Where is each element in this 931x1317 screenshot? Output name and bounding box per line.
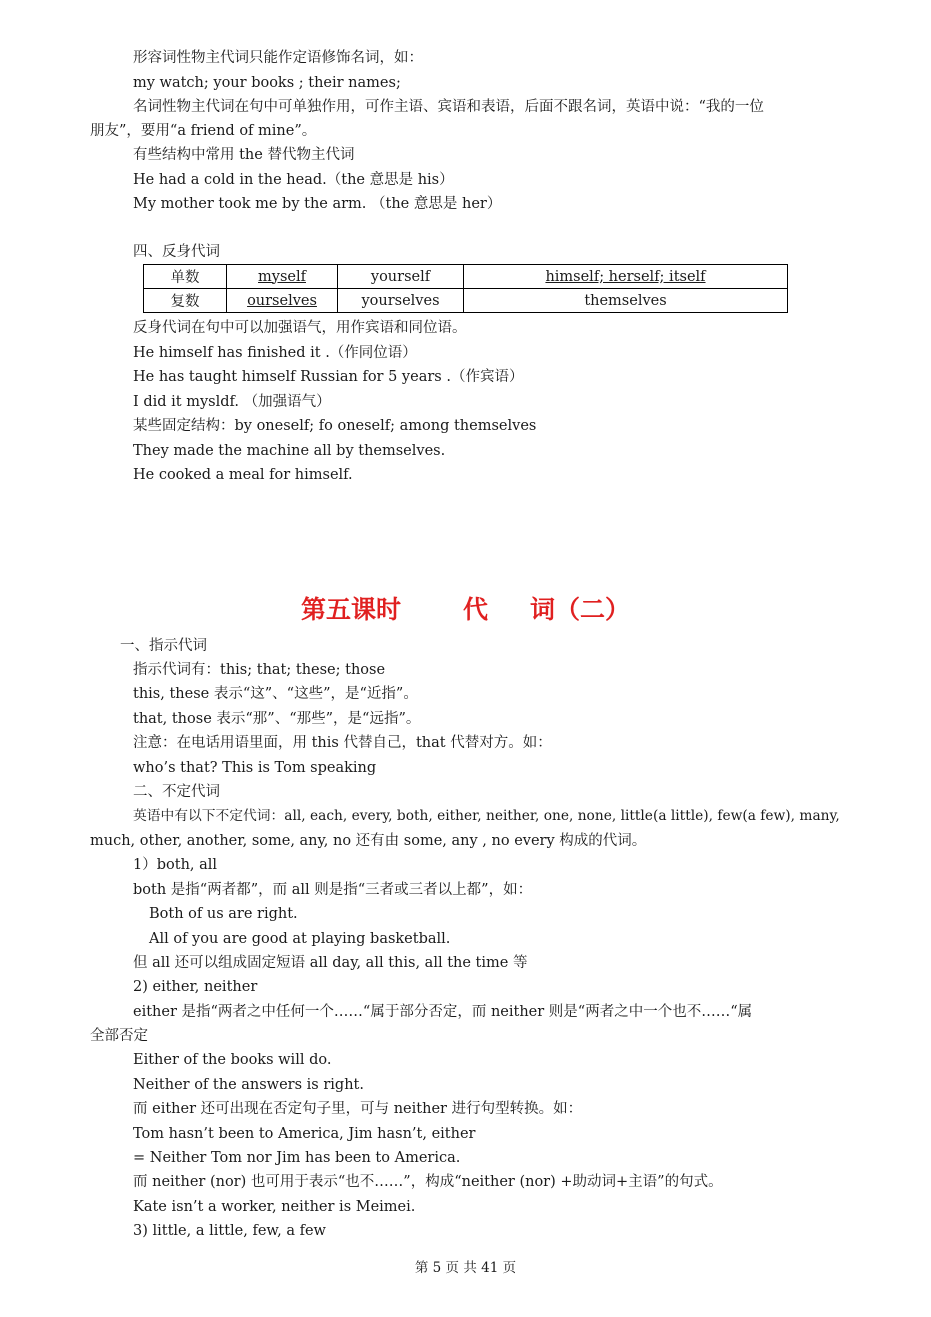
text-line: that, those 表示“那”、“那些”，是“远指”。 (133, 711, 421, 727)
text-line: 有些结构中常用 the 替代物主代词 (133, 147, 355, 163)
text-line: 指示代词有：this; that; these; those (133, 662, 386, 678)
text-line: He cooked a meal for himself. (133, 467, 353, 483)
table-cell-text: himself; herself; itself (545, 268, 706, 285)
table-row (144, 289, 788, 313)
lesson-title-part: 代 (462, 595, 488, 624)
reflexive-pronoun-table (143, 264, 788, 313)
lesson-title (0, 590, 931, 626)
text-line: 全部否定 (90, 1028, 148, 1044)
table-cell: yourself (338, 265, 464, 289)
text-line: My mother took me by the arm. （the 意思是 her） (133, 196, 502, 212)
text-line: Both of us are right. (149, 906, 298, 922)
text-line: = Neither Tom nor Jim has been to America. (133, 1150, 461, 1166)
text-line: 但 all 还可以组成固定短语 all day, all this, all the time 等 (133, 955, 528, 971)
table-cell: themselves (464, 289, 788, 313)
text-line: both 是指“两者都”，而 all 则是指“三者或三者以上都”，如： (133, 882, 533, 898)
text-line: 3) little, a little, few, a few (133, 1223, 326, 1239)
table-cell: 单数 (144, 265, 227, 289)
text-line: Kate isn’t a worker, neither is Meimei. (133, 1199, 416, 1215)
text-line: 而 neither (nor) 也可用于表示“也不……”，构成“neither (nor) +助动词+主语”的句式。 (133, 1174, 723, 1190)
text-line: who’s that? This is Tom speaking (133, 760, 377, 776)
section-heading: 四、反身代词 (133, 244, 220, 260)
text-line: 某些固定结构：by oneself; fo oneself; among themselves (133, 418, 537, 434)
table-cell (464, 265, 788, 289)
text-line: They made the machine all by themselves. (133, 443, 446, 459)
text-line: He has taught himself Russian for 5 years .（作宾语） (133, 369, 524, 385)
text-line: Tom hasn’t been to America, Jim hasn’t, either (133, 1126, 476, 1142)
text-line: All of you are good at playing basketball. (149, 931, 451, 947)
table-row (144, 265, 788, 289)
text-line: 朋友”，要用“a friend of mine”。 (90, 123, 317, 139)
text-line: 注意：在电话用语里面，用 this 代替自己，that 代替对方。如： (133, 735, 552, 751)
text-line: 形容词性物主代词只能作定语修饰名词，如： (133, 50, 423, 66)
text-line: my watch; your books ; their names; (133, 75, 401, 91)
text-line: 英语中有以下不定代词：all, each, every, both, either, neither, one, none, little(a little), few(a few), many, (133, 808, 840, 824)
text-line: 而 either 还可出现在否定句子里，可与 neither 进行句型转换。如： (133, 1101, 583, 1117)
text-line: He himself has finished it .（作同位语） (133, 345, 417, 361)
text-line: 1）both, all (133, 857, 218, 873)
text-line: 2) either, neither (133, 979, 258, 995)
section-heading: 二、不定代词 (133, 784, 220, 800)
text-line: this, these 表示“这”、“这些”，是“近指”。 (133, 686, 418, 702)
table-cell (227, 265, 338, 289)
table-cell: yourselves (338, 289, 464, 313)
text-line: Neither of the answers is right. (133, 1077, 364, 1093)
table-cell-text: myself (258, 268, 306, 285)
text-line: 名词性物主代词在句中可单独作用，可作主语、宾语和表语，后面不跟名词，英语中说：“我的一位 (133, 99, 764, 115)
table-cell-text: ourselves (247, 292, 317, 309)
lesson-title-part: 第五课时 (300, 595, 401, 624)
text-line: He had a cold in the head.（the 意思是 his） (133, 172, 454, 188)
section-heading: 一、指示代词 (120, 638, 207, 654)
text-line: much, other, another, some, any, no 还有由 some, any , no every 构成的代词。 (90, 833, 647, 849)
page-number: 第 5 页 共 41 页 (414, 1260, 517, 1276)
lesson-title-part: 词（二） (530, 595, 631, 624)
text-line: 反身代词在句中可以加强语气，用作宾语和同位语。 (133, 320, 467, 336)
table-cell: 复数 (144, 289, 227, 313)
text-line: I did it mysldf. （加强语气） (133, 394, 331, 410)
text-line: either 是指“两者之中任何一个……“属于部分否定，而 neither 则是“两者之中一个也不……“属 (133, 1004, 753, 1020)
table-cell (227, 289, 338, 313)
text-line: Either of the books will do. (133, 1052, 332, 1068)
